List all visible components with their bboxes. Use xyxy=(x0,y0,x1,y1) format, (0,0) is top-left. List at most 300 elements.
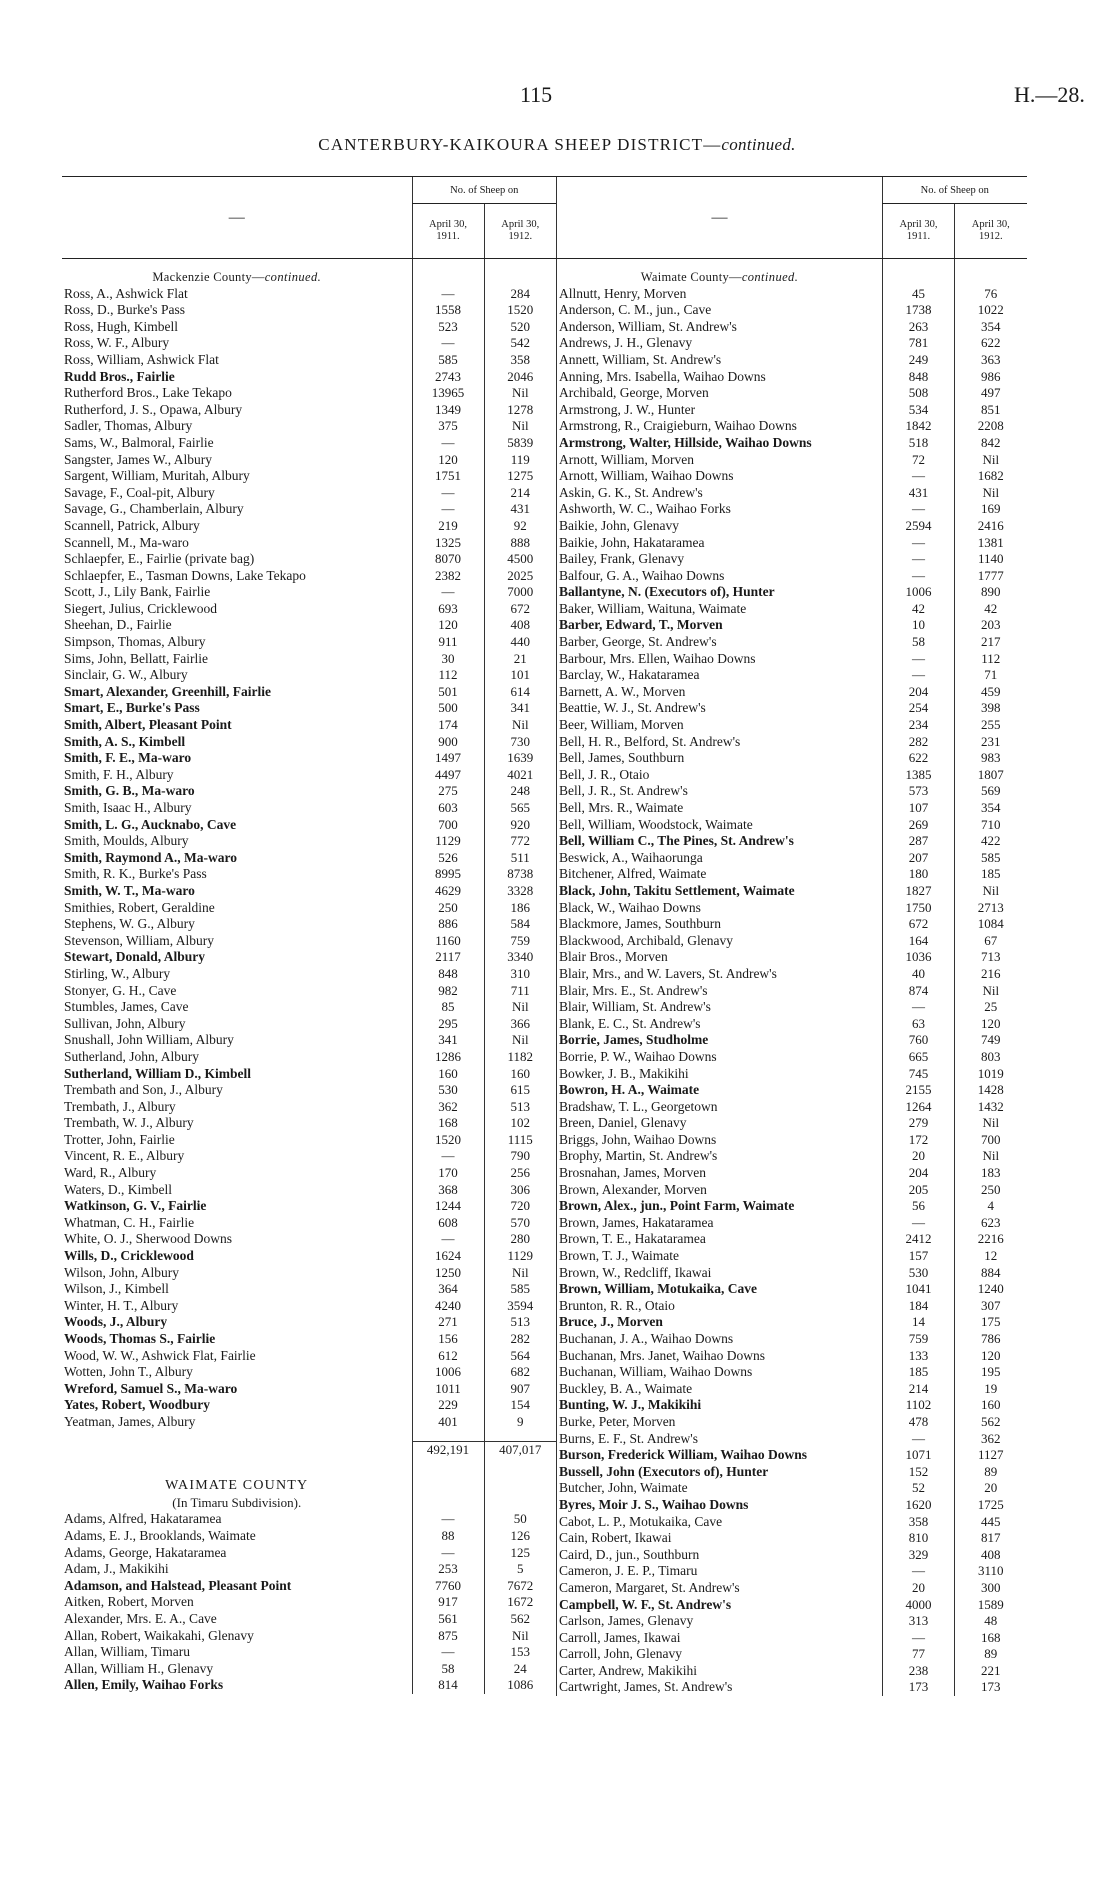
owner-name: Barber, George, St. Andrew's xyxy=(557,634,883,651)
owner-name: Cabot, L. P., Motukaika, Cave xyxy=(557,1514,883,1531)
table-row xyxy=(557,684,1027,701)
sheep-1912: 280 xyxy=(484,1231,556,1248)
table-row xyxy=(557,1663,1027,1680)
sheep-1911: 219 xyxy=(412,518,484,535)
table-row xyxy=(557,1049,1027,1066)
owner-name: Stephens, W. G., Albury xyxy=(64,916,195,932)
sheep-1912: 920 xyxy=(484,817,556,834)
sheep-1912: 1381 xyxy=(955,535,1027,552)
sheep-1911: 917 xyxy=(412,1594,484,1611)
sheep-1911: 14 xyxy=(883,1314,955,1331)
sheep-1911: — xyxy=(883,501,955,518)
sheep-1912: Nil xyxy=(484,999,556,1016)
sheep-1912: 1807 xyxy=(955,767,1027,784)
sheep-1911: — xyxy=(412,1231,484,1248)
owner-name: Sargent, William, Muritah, Albury xyxy=(64,468,250,484)
owner-name: Trotter, John, Fairlie xyxy=(64,1131,175,1147)
sheep-1911: 1006 xyxy=(412,1364,484,1381)
sheep-1911: 1558 xyxy=(412,302,484,319)
owner-name: Carroll, James, Ikawai xyxy=(557,1630,883,1647)
owner-name: Byres, Moir J. S., Waihao Downs xyxy=(557,1497,883,1514)
sheep-1912: 1639 xyxy=(484,750,556,767)
table-row xyxy=(62,1198,556,1215)
table-row xyxy=(62,1281,556,1298)
table-row xyxy=(62,817,556,834)
sheep-1911: 156 xyxy=(412,1331,484,1348)
owner-name: Ballantyne, N. (Executors of), Hunter xyxy=(557,584,883,601)
sheep-1912: 76 xyxy=(955,286,1027,303)
sheep-1911: 204 xyxy=(883,684,955,701)
owner-name: Buchanan, William, Waihao Downs xyxy=(557,1364,883,1381)
owner-name: Anning, Mrs. Isabella, Waihao Downs xyxy=(557,369,883,386)
table-row xyxy=(62,1314,556,1331)
sheep-1912: 2416 xyxy=(955,518,1027,535)
sheep-1911: 170 xyxy=(412,1165,484,1182)
table-row xyxy=(557,767,1027,784)
sheep-1911: 874 xyxy=(883,983,955,1000)
table-row xyxy=(557,1397,1027,1414)
sheep-1912: 1725 xyxy=(955,1497,1027,1514)
sheep-1912: 120 xyxy=(955,1348,1027,1365)
owner-name: Wreford, Samuel S., Ma-waro xyxy=(64,1380,238,1396)
sheep-1912: 7000 xyxy=(484,584,556,601)
sheep-1912: 749 xyxy=(955,1032,1027,1049)
sheep-1912: 214 xyxy=(484,485,556,502)
table-row xyxy=(62,1364,556,1381)
table-row xyxy=(557,1364,1027,1381)
sheep-1912: 8738 xyxy=(484,866,556,883)
sheep-1912: 614 xyxy=(484,684,556,701)
sheep-1912: 5 xyxy=(484,1561,556,1578)
page-number: 115 xyxy=(520,82,553,107)
table-row xyxy=(557,1115,1027,1132)
sheep-1911: 2412 xyxy=(883,1231,955,1248)
table-row xyxy=(557,1182,1027,1199)
owner-name: Brown, Alex., jun., Point Farm, Waimate xyxy=(557,1198,883,1215)
sheep-1912: 907 xyxy=(484,1381,556,1398)
table-row xyxy=(557,949,1027,966)
sheep-1911: 523 xyxy=(412,319,484,336)
sheep-1912: Nil xyxy=(484,717,556,734)
owner-name: Bradshaw, T. L., Georgetown xyxy=(557,1099,883,1116)
table-row xyxy=(557,352,1027,369)
sheep-1911: 1842 xyxy=(883,418,955,435)
owner-name: Armstrong, J. W., Hunter xyxy=(557,402,883,419)
table-row xyxy=(557,335,1027,352)
owner-name: Trembath, W. J., Albury xyxy=(64,1115,194,1131)
sheep-1911: 760 xyxy=(883,1032,955,1049)
sheep-1911: 810 xyxy=(883,1530,955,1547)
sheep-1912: 431 xyxy=(484,501,556,518)
owner-name: Bell, William C., The Pines, St. Andrew's xyxy=(557,833,883,850)
table-row xyxy=(557,286,1027,303)
sheep-1911: — xyxy=(883,1630,955,1647)
sheep-1911: 20 xyxy=(883,1580,955,1597)
table-row xyxy=(62,617,556,634)
sheep-1911: 501 xyxy=(412,684,484,701)
sheep-1911: 431 xyxy=(883,485,955,502)
table-row xyxy=(557,817,1027,834)
sheep-1911: 1751 xyxy=(412,468,484,485)
sheep-1911: 364 xyxy=(412,1281,484,1298)
sheep-1912: 542 xyxy=(484,335,556,352)
sheep-1911: 58 xyxy=(883,634,955,651)
sheep-1911: 107 xyxy=(883,800,955,817)
table-row xyxy=(557,866,1027,883)
sheep-1911: — xyxy=(412,435,484,452)
sheep-1912: 1022 xyxy=(955,302,1027,319)
sheep-1911: 152 xyxy=(883,1464,955,1481)
table-row xyxy=(62,468,556,485)
sheep-1911: 1620 xyxy=(883,1497,955,1514)
sheep-1911: 329 xyxy=(883,1547,955,1564)
sheep-1911: 1041 xyxy=(883,1281,955,1298)
sheep-1911: — xyxy=(412,1644,484,1661)
sheep-1912: 890 xyxy=(955,584,1027,601)
sheep-1912: 4500 xyxy=(484,551,556,568)
sheep-1911: 275 xyxy=(412,783,484,800)
table-row xyxy=(62,1049,556,1066)
sheep-1912: 216 xyxy=(955,966,1027,983)
table-row xyxy=(62,700,556,717)
sheep-1911: 745 xyxy=(883,1066,955,1083)
sheep-1911: 1827 xyxy=(883,883,955,900)
table-row xyxy=(62,402,556,419)
owner-name: Vincent, R. E., Albury xyxy=(64,1148,185,1164)
owner-name: Sutherland, William D., Kimbell xyxy=(64,1065,252,1081)
sheep-1912: 42 xyxy=(955,601,1027,618)
sheep-1911: — xyxy=(412,286,484,303)
table-row xyxy=(557,1082,1027,1099)
sheep-1912: 231 xyxy=(955,734,1027,751)
sheep-1911: 911 xyxy=(412,634,484,651)
sheep-1912: 1240 xyxy=(955,1281,1027,1298)
header-april-1911: April 30, 1911. xyxy=(883,204,955,259)
owner-name: Smithies, Robert, Geraldine xyxy=(64,899,215,915)
table-row xyxy=(557,385,1027,402)
table-row xyxy=(62,734,556,751)
table-row xyxy=(62,1032,556,1049)
header-no-of-sheep: No. of Sheep on xyxy=(412,177,556,204)
sheep-1911: 518 xyxy=(883,435,955,452)
owner-name: Sutherland, John, Albury xyxy=(64,1048,199,1064)
sheep-1912: 440 xyxy=(484,634,556,651)
sheep-1912: 786 xyxy=(955,1331,1027,1348)
owner-name: Wilson, John, Albury xyxy=(64,1264,179,1280)
owner-name: Blair, William, St. Andrew's xyxy=(557,999,883,1016)
owner-name: Allan, Robert, Waikakahi, Glenavy xyxy=(64,1627,254,1643)
sheep-1912: 2713 xyxy=(955,900,1027,917)
sheep-1911: — xyxy=(883,667,955,684)
sheep-1912: 772 xyxy=(484,833,556,850)
sheep-1911: 1286 xyxy=(412,1049,484,1066)
sheep-1911: 180 xyxy=(883,866,955,883)
sheep-1911: 368 xyxy=(412,1182,484,1199)
sheep-1912: 185 xyxy=(955,866,1027,883)
sheep-1912: 282 xyxy=(484,1331,556,1348)
owner-name: Blair, Mrs. E., St. Andrew's xyxy=(557,983,883,1000)
sheep-1911: 530 xyxy=(883,1265,955,1282)
sheep-1911: 63 xyxy=(883,1016,955,1033)
owner-name: Rutherford, J. S., Opawa, Albury xyxy=(64,401,243,417)
table-row xyxy=(62,783,556,800)
table-row xyxy=(557,700,1027,717)
owner-name: Smith, G. B., Ma-waro xyxy=(64,783,195,799)
sheep-1912: 67 xyxy=(955,933,1027,950)
sheep-1912: 112 xyxy=(955,651,1027,668)
table-row xyxy=(62,1182,556,1199)
table-row xyxy=(557,1314,1027,1331)
owner-name: Beswick, A., Waihaorunga xyxy=(557,850,883,867)
sheep-1911: 1497 xyxy=(412,750,484,767)
sheep-1911: 2594 xyxy=(883,518,955,535)
owner-name: Burke, Peter, Morven xyxy=(557,1414,883,1431)
owner-name: Barclay, W., Hakataramea xyxy=(557,667,883,684)
sheep-1911: 1102 xyxy=(883,1397,955,1414)
owner-name: Carter, Andrew, Makikihi xyxy=(557,1663,883,1680)
sheep-1911: 120 xyxy=(412,617,484,634)
owner-name: Waters, D., Kimbell xyxy=(64,1181,173,1197)
sheep-1912: 173 xyxy=(955,1679,1027,1696)
sheep-1912: 354 xyxy=(955,319,1027,336)
table-row xyxy=(62,1511,556,1528)
table-row xyxy=(62,651,556,668)
sheep-1911: 665 xyxy=(883,1049,955,1066)
sheep-1912: 1589 xyxy=(955,1597,1027,1614)
sheep-1911: 759 xyxy=(883,1331,955,1348)
sheep-1912: 221 xyxy=(955,1663,1027,1680)
sheep-1912: 408 xyxy=(955,1547,1027,1564)
owner-name: Woods, Thomas S., Fairlie xyxy=(64,1331,216,1346)
table-row xyxy=(557,1679,1027,1696)
owner-name: Cain, Robert, Ikawai xyxy=(557,1530,883,1547)
sheep-1912: 250 xyxy=(955,1182,1027,1199)
sheep-1912: Nil xyxy=(484,1628,556,1645)
sheep-1911: 781 xyxy=(883,335,955,352)
sheep-1911: 313 xyxy=(883,1613,955,1630)
table-row xyxy=(62,933,556,950)
owner-name: Scannell, M., Ma-waro xyxy=(64,534,189,550)
sheep-1911: 622 xyxy=(883,750,955,767)
table-row xyxy=(557,518,1027,535)
owner-name: Bussell, John (Executors of), Hunter xyxy=(557,1464,883,1481)
sheep-1912: 354 xyxy=(955,800,1027,817)
table-row xyxy=(62,1082,556,1099)
sheep-1912: 101 xyxy=(484,667,556,684)
sheep-1911: 1244 xyxy=(412,1198,484,1215)
table-row xyxy=(557,1016,1027,1033)
table-row xyxy=(62,485,556,502)
right-sheep-table xyxy=(556,176,1027,1696)
table-row xyxy=(557,1066,1027,1083)
owner-name: Adamson, and Halstead, Pleasant Point xyxy=(64,1577,292,1593)
table-row xyxy=(62,750,556,767)
table-row xyxy=(557,1597,1027,1614)
sheep-1912: 615 xyxy=(484,1082,556,1099)
owner-name: Allnutt, Henry, Morven xyxy=(557,286,883,303)
owner-name: Sinclair, G. W., Albury xyxy=(64,667,188,683)
sheep-1912: 564 xyxy=(484,1348,556,1365)
sheep-1912: Nil xyxy=(955,452,1027,469)
sheep-1911: 1624 xyxy=(412,1248,484,1265)
sheep-1912: 1182 xyxy=(484,1049,556,1066)
section-mackenzie-county-row xyxy=(62,269,556,286)
sheep-1911: — xyxy=(883,1215,955,1232)
sheep-1912: 4021 xyxy=(484,767,556,784)
owner-name: Bailey, Frank, Glenavy xyxy=(557,551,883,568)
sheep-1912: 2046 xyxy=(484,369,556,386)
table-row xyxy=(557,452,1027,469)
owner-name: Smith, L. G., Aucknabo, Cave xyxy=(64,816,237,832)
table-row xyxy=(557,402,1027,419)
sheep-1912: Nil xyxy=(955,1115,1027,1132)
sheep-1912: 125 xyxy=(484,1545,556,1562)
sheep-1912: 183 xyxy=(955,1165,1027,1182)
sheep-1911: 1036 xyxy=(883,949,955,966)
section-mackenzie-county: Mackenzie County—continued. xyxy=(152,270,322,284)
owner-name: Blackwood, Archibald, Glenavy xyxy=(557,933,883,950)
sheep-1912: 585 xyxy=(955,850,1027,867)
owner-name: Brunton, R. R., Otaio xyxy=(557,1298,883,1315)
sheep-1911: 401 xyxy=(412,1414,484,1431)
sheep-1911: 4240 xyxy=(412,1298,484,1315)
sheep-1911: 120 xyxy=(412,452,484,469)
owner-name: Allan, William H., Glenavy xyxy=(64,1660,214,1676)
table-row xyxy=(62,1545,556,1562)
table-row xyxy=(62,999,556,1016)
table-row xyxy=(62,352,556,369)
owner-name: Borrie, James, Studholme xyxy=(557,1032,883,1049)
table-row xyxy=(62,1611,556,1628)
sheep-1911: 2117 xyxy=(412,949,484,966)
table-row xyxy=(557,933,1027,950)
sheep-1911: 214 xyxy=(883,1381,955,1398)
sheep-1912: 584 xyxy=(484,916,556,933)
sheep-1912: 700 xyxy=(955,1132,1027,1149)
owner-name: Whatman, C. H., Fairlie xyxy=(64,1214,195,1230)
table-row xyxy=(62,551,556,568)
owner-name: Smith, Moulds, Albury xyxy=(64,833,189,849)
owner-name: Caird, D., jun., Southburn xyxy=(557,1547,883,1564)
table-row xyxy=(557,1547,1027,1564)
owner-name: Buchanan, J. A., Waihao Downs xyxy=(557,1331,883,1348)
table-row xyxy=(557,1215,1027,1232)
table-row xyxy=(557,1497,1027,1514)
owner-name: Ross, D., Burke's Pass xyxy=(64,302,185,318)
sheep-1912: 562 xyxy=(955,1414,1027,1431)
header-dash: — xyxy=(557,177,883,259)
sheep-1912: Nil xyxy=(955,983,1027,1000)
owner-name: Adams, E. J., Brooklands, Waimate xyxy=(64,1527,256,1543)
owner-name: Breen, Daniel, Glenavy xyxy=(557,1115,883,1132)
sheep-1912: 511 xyxy=(484,850,556,867)
owner-name: Brosnahan, James, Morven xyxy=(557,1165,883,1182)
sheep-1911: 530 xyxy=(412,1082,484,1099)
owner-name: Alexander, Mrs. E. A., Cave xyxy=(64,1610,217,1626)
sheep-1912: 120 xyxy=(955,1016,1027,1033)
sheep-1911: 478 xyxy=(883,1414,955,1431)
table-row xyxy=(62,833,556,850)
table-row xyxy=(62,1298,556,1315)
sheep-1911: 263 xyxy=(883,319,955,336)
owner-name: Ross, A., Ashwick Flat xyxy=(64,285,188,301)
section-waimate-county-continued-row xyxy=(557,269,1027,286)
owner-name: Barnett, A. W., Morven xyxy=(557,684,883,701)
sheep-1911: 85 xyxy=(412,999,484,1016)
table-row xyxy=(62,949,556,966)
owner-name: Balfour, G. A., Waihao Downs xyxy=(557,568,883,585)
sheep-1911: — xyxy=(412,335,484,352)
sheep-1911: 4000 xyxy=(883,1597,955,1614)
sheep-1912: 195 xyxy=(955,1364,1027,1381)
owner-name: Burns, E. F., St. Andrew's xyxy=(557,1431,883,1448)
table-row xyxy=(62,319,556,336)
sheep-1911: 534 xyxy=(883,402,955,419)
sheep-1912: 408 xyxy=(484,617,556,634)
owner-name: Smith, W. T., Ma-waro xyxy=(64,882,195,898)
sheep-1911: 173 xyxy=(883,1679,955,1696)
owner-name: Cameron, Margaret, St. Andrew's xyxy=(557,1580,883,1597)
table-row xyxy=(557,319,1027,336)
owner-name: Blair, Mrs., and W. Lavers, St. Andrew's xyxy=(557,966,883,983)
header-april-1912: April 30, 1912. xyxy=(484,204,556,259)
table-row xyxy=(557,468,1027,485)
owner-name: Sangster, James W., Albury xyxy=(64,451,212,467)
sheep-1912: 19 xyxy=(955,1381,1027,1398)
table-row xyxy=(62,535,556,552)
sheep-1912: 565 xyxy=(484,800,556,817)
owner-name: Blair Bros., Morven xyxy=(557,949,883,966)
owner-name: Smith, F. H., Albury xyxy=(64,766,174,782)
sheep-1912: Nil xyxy=(484,1032,556,1049)
table-row xyxy=(62,1016,556,1033)
header-april-1912: April 30, 1912. xyxy=(955,204,1027,259)
right-column xyxy=(556,176,1026,1786)
sheep-1911: 30 xyxy=(412,651,484,668)
sheep-1911: 40 xyxy=(883,966,955,983)
table-row xyxy=(62,1148,556,1165)
sheep-1911: 52 xyxy=(883,1480,955,1497)
sheep-1912: 1127 xyxy=(955,1447,1027,1464)
table-row xyxy=(557,1331,1027,1348)
table-row xyxy=(557,1198,1027,1215)
sheep-1911: 13965 xyxy=(412,385,484,402)
table-row xyxy=(62,1348,556,1365)
table-row xyxy=(557,1099,1027,1116)
sheep-1911: 561 xyxy=(412,1611,484,1628)
owner-name: Brown, James, Hakataramea xyxy=(557,1215,883,1232)
sheep-1912: Nil xyxy=(955,485,1027,502)
table-row xyxy=(62,866,556,883)
sheep-1912: 983 xyxy=(955,750,1027,767)
owner-name: Adams, Alfred, Hakataramea xyxy=(64,1511,222,1527)
sheep-1912: 513 xyxy=(484,1314,556,1331)
owner-name: Sheehan, D., Fairlie xyxy=(64,617,172,633)
table-row xyxy=(557,485,1027,502)
sheep-1911: 341 xyxy=(412,1032,484,1049)
owner-name: Ross, William, Ashwick Flat xyxy=(64,351,219,367)
table-row xyxy=(62,1414,556,1431)
sheep-1911: — xyxy=(412,1148,484,1165)
sheep-1912: 358 xyxy=(484,352,556,369)
table-row xyxy=(62,385,556,402)
owner-name: Beattie, W. J., St. Andrew's xyxy=(557,700,883,717)
sheep-1911: 1738 xyxy=(883,302,955,319)
owner-name: Brown, Alexander, Morven xyxy=(557,1182,883,1199)
sheep-1911: 269 xyxy=(883,817,955,834)
owner-name: Stewart, Donald, Albury xyxy=(64,949,206,965)
sheep-1912: 5839 xyxy=(484,435,556,452)
